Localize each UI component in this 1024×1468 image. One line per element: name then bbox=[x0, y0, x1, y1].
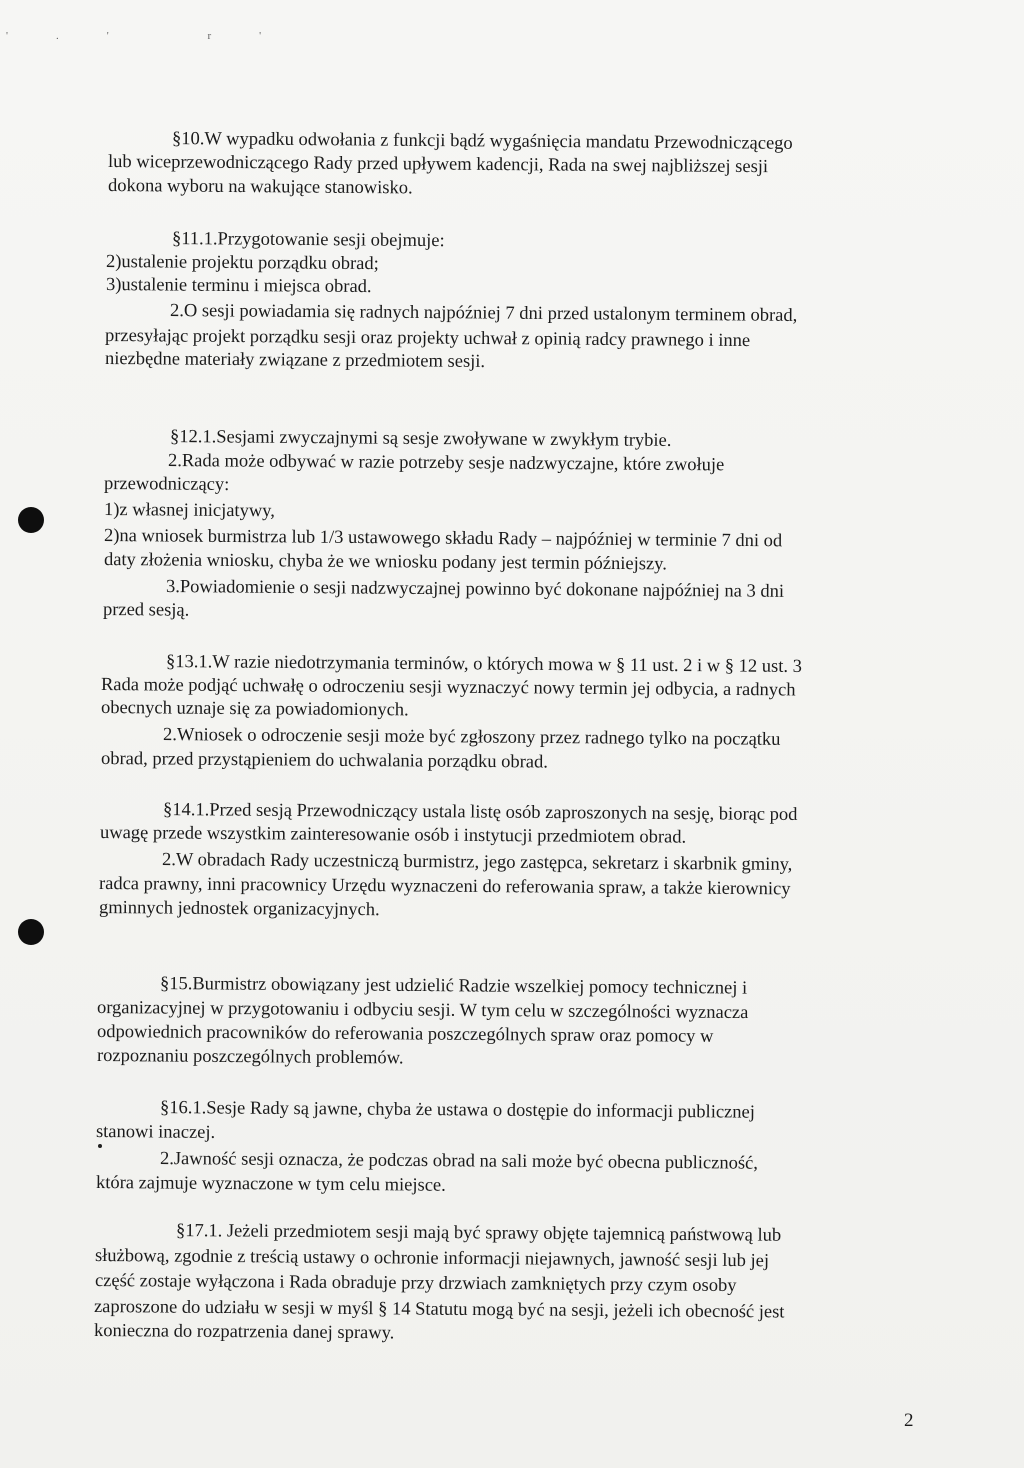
text-line: konieczna do rozpatrzenia danej sprawy. bbox=[93, 1321, 395, 1344]
text-line: 2.Rada może odbywać w razie potrzeby sesje nadzwyczajne, które zwołuje bbox=[167, 451, 725, 476]
text-line: organizacyjnej w przygotowaniu i odbyciu sesji. W tym celu w szczególności wyznacza bbox=[96, 998, 749, 1024]
text-line: §12.1.Sesjami zwyczajnymi są sesje zwoływane w zwykłym trybie. bbox=[169, 427, 672, 451]
text-line: odpowiednich pracowników do referowania poszczególnych spraw oraz pomocy w bbox=[96, 1022, 714, 1047]
text-line: 2)ustalenie projektu porządku obrad; bbox=[105, 252, 379, 275]
text-line: 2.W obradach Rady uczestniczą burmistrz, jego zastępca, sekretarz i skarbnik gminy, bbox=[161, 850, 793, 875]
text-line: gminnych jednostek organizacyjnych. bbox=[98, 898, 380, 921]
text-line: przed sesją. bbox=[102, 600, 190, 621]
text-line: daty złożenia wniosku, chyba że we wniosku podany jest termin późniejszy. bbox=[103, 550, 667, 575]
scan-specks: '.' r' bbox=[6, 30, 310, 42]
punch-hole-bottom bbox=[18, 919, 44, 945]
text-line: 2.Wniosek o odroczenie sesji może być zgłoszony przez radnego tylko na początku bbox=[162, 725, 781, 750]
text-line: rozpoznaniu poszczególnych problemów. bbox=[96, 1046, 404, 1069]
text-line: §15.Burmistrz obowiązany jest udzielić Radzie wszelkiej pomocy technicznej i bbox=[159, 974, 748, 999]
text-line: §14.1.Przed sesją Przewodniczący ustala listę osób zaproszonych na sesję, biorąc pod bbox=[162, 800, 798, 825]
text-line: radca prawny, inni pracownicy Urzędu wyznaczeni do referowania spraw, a także kierownicy bbox=[98, 874, 791, 900]
text-line: 2)na wniosek burmistrza lub 1/3 ustawowego składu Rady – najpóźniej w terminie 7 dni od bbox=[103, 526, 783, 552]
text-line: obecnych uznaje się za powiadomionych. bbox=[100, 698, 409, 721]
text-line: 3.Powiadomienie o sesji nadzwyczajnej powinno być dokonane najpóźniej na 3 dni bbox=[165, 577, 785, 602]
text-line: §11.1.Przygotowanie sesji obejmuje: bbox=[171, 229, 445, 252]
text-line: lub wiceprzewodniczącego Rady przed upływem kadencji, Rada na swej najbliższej sesji bbox=[107, 152, 769, 178]
text-line: §17.1. Jeżeli przedmiotem sesji mają być sprawy objęte tajemnicą państwową lub bbox=[175, 1221, 782, 1246]
text-line: §13.1.W razie niedotrzymania terminów, o których mowa w § 11 ust. 2 i w § 12 ust. 3 bbox=[165, 652, 802, 677]
text-line: dokona wyboru na wakujące stanowisko. bbox=[107, 176, 413, 199]
text-line: uwagę przede wszystkim zainteresowanie osób i instytucji przedmiotem obrad. bbox=[99, 823, 687, 848]
text-line: 3)ustalenie terminu i miejsca obrad. bbox=[105, 275, 372, 298]
text-line: stanowi inaczej. bbox=[95, 1122, 216, 1143]
text-line: obrad, przed przystąpieniem do uchwalania porządku obrad. bbox=[100, 749, 548, 773]
text-line: przewodniczący: bbox=[103, 474, 230, 495]
text-line: niezbędne materiały związane z przedmiotem sesji. bbox=[104, 349, 486, 372]
text-line: §16.1.Sesje Rady są jawne, chyba że ustawa o dostępie do informacji publicznej bbox=[159, 1098, 755, 1123]
text-line: służbową, zgodnie z treścią ustawy o ochronie informacji niejawnych, jawność sesji lub jej bbox=[94, 1246, 770, 1272]
text-line: przesyłając projekt porządku sesji oraz projekty uchwał z opinią radcy prawnego i inne bbox=[104, 326, 751, 352]
text-line: Rada może podjąć uchwałę o odroczeniu sesji wyznaczyć nowy termin jej odbycia, a radnych bbox=[100, 675, 796, 701]
text-line: 1)z własnej inicjatywy, bbox=[103, 500, 275, 522]
text-line: 2.Jawność sesji oznacza, że podczas obrad na sali może być obecna publiczność, bbox=[159, 1149, 758, 1174]
text-line: §10.W wypadku odwołania z funkcji bądź wygaśnięcia mandatu Przewodniczącego bbox=[171, 129, 793, 154]
text-line: część zostaje wyłączona i Rada obraduje przy drzwiach zamkniętych przy czym osoby bbox=[94, 1271, 737, 1297]
text-line: która zajmuje wyznaczone w tym celu miejsce. bbox=[95, 1173, 446, 1196]
text-line: 2.O sesji powiadamia się radnych najpóźniej 7 dni przed ustalonym terminem obrad, bbox=[169, 301, 798, 326]
punch-hole-top bbox=[18, 507, 44, 533]
text-line: zaproszone do udziału w sesji w myśl § 14 Statutu mogą być na sesji, jeżeli ich obecność jest bbox=[93, 1297, 785, 1323]
page-number: 2 bbox=[904, 1410, 914, 1431]
scan-mark bbox=[98, 1144, 102, 1148]
